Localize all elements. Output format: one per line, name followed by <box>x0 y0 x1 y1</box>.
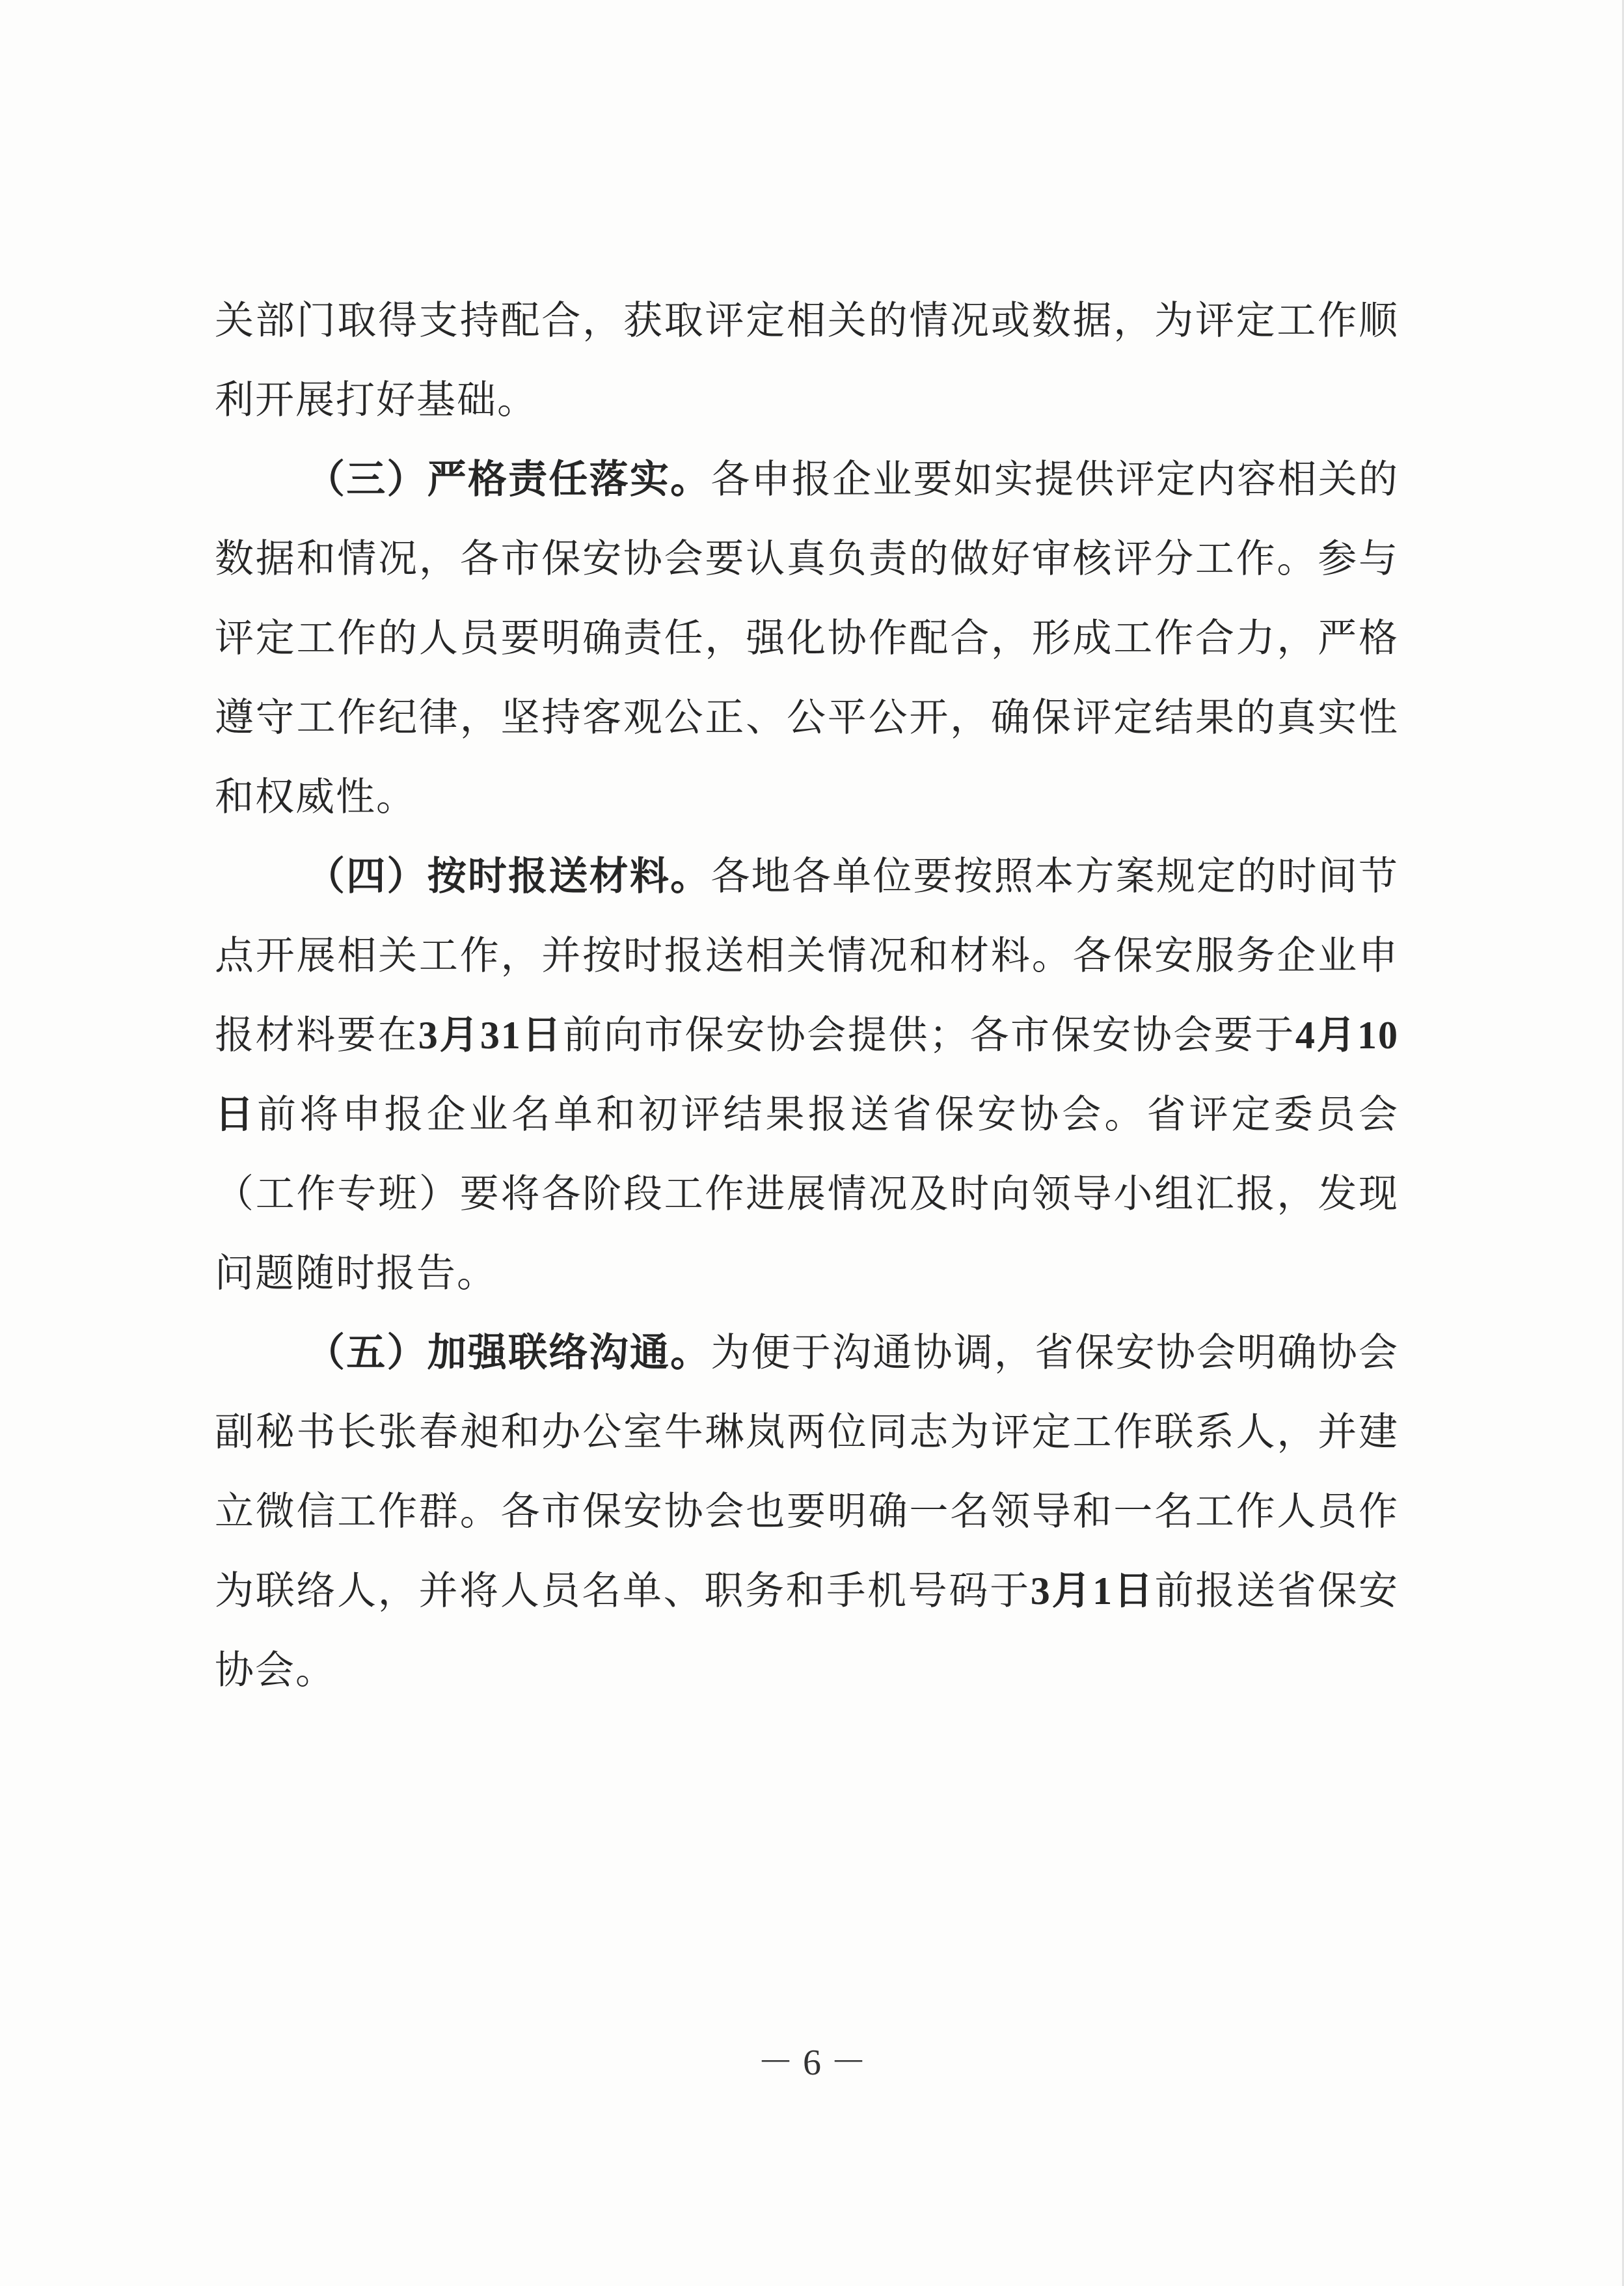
deadline-date: 3月31日 <box>418 1014 563 1057</box>
paragraph-text: 为便于沟通协调，省保安协会明确协会副秘书长张春昶和办公室牛琳岚两位同志为评定工作联系人，并建立微信工作群。各市保安协会也要明确一名领导和一名工作人员作为联络人，并将人员名单、职务和手机号码于 <box>215 1330 1400 1614</box>
document-body <box>215 281 1399 1710</box>
paragraph-continued <box>215 281 1399 440</box>
deadline-date: 3月1日 <box>1030 1570 1155 1612</box>
paragraph-text: 前将申报企业名单和初评结果报送省保安协会。省评定委员会（工作专班）要将各阶段工作进展情况及时向领导小组汇报，发现问题随时报告。 <box>215 1092 1400 1296</box>
paragraph-text: 前报送省保安协会。 <box>215 1568 1400 1693</box>
paragraph-section-5 <box>215 1313 1399 1710</box>
paragraph-text: 关部门取得支持配合，获取评定相关的情况或数据，为评定工作顺利开展打好基础。 <box>215 298 1399 423</box>
deadline-date: 4月10日 <box>215 1014 1400 1136</box>
page-number: － 6 － <box>757 2043 867 2083</box>
paragraph-text: 前向市保安协会提供；各市保安协会要于 <box>562 1013 1295 1058</box>
paragraph-text: 各地各单位要按照本方案规定的时间节点开展相关工作，并按时报送相关情况和材料。各保安服务企业申报材料要在 <box>215 854 1400 1058</box>
paragraph-text: 各申报企业要如实提供评定内容相关的数据和情况，各市保安协会要认真负责的做好审核评分工作。参与评定工作的人员要明确责任，强化协作配合，形成工作合力，严格遵守工作纪律，坚持客观公正、公平公开，确保评定结果的真实性和权威性。 <box>215 457 1400 820</box>
section-heading: （三）严格责任落实。 <box>306 457 711 502</box>
section-heading: （四）按时报送材料。 <box>306 854 711 899</box>
paragraph-section-4 <box>215 837 1399 1313</box>
section-heading: （五）加强联络沟通。 <box>306 1330 711 1376</box>
paragraph-section-3 <box>215 440 1399 837</box>
